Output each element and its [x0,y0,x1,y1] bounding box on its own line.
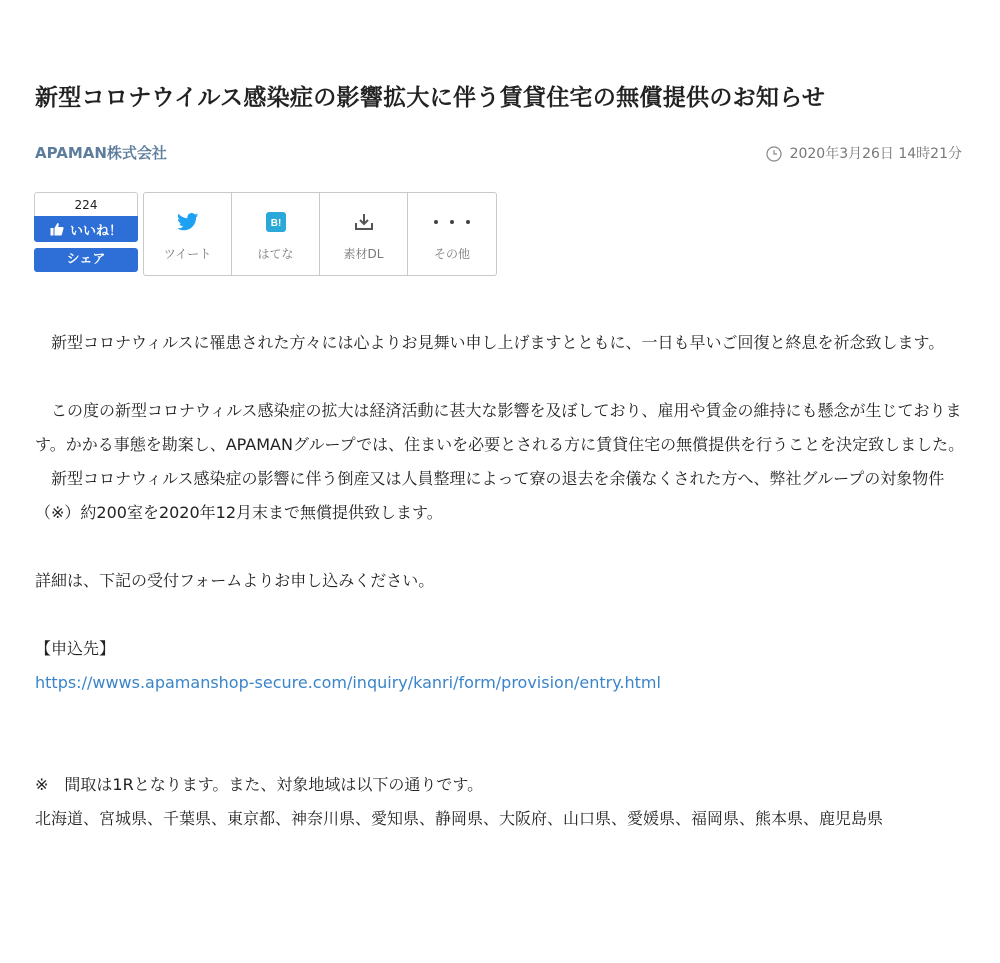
article-body [35,326,965,836]
clock-icon [766,146,782,162]
share-toolbar [143,192,497,276]
thumbs-up-icon [50,222,64,236]
more-dots-icon [432,211,472,233]
note-floorplan: ※ 間取は1Rとなります。また、対象地域は以下の通りです。 [35,775,484,794]
twitter-bird-icon [177,211,199,233]
like-label: いいね！ [69,223,122,239]
paragraph-offer: 新型コロナウィルス感染症の影響に伴う倒産又は人員整理によって寮の退去を余儀なくされた方へ、弊社グループの対象物件（※）約200室を2020年12月末まで無償提供致します。 [35,469,945,522]
svg-text:B!: B! [270,218,281,229]
tweet-label: ツイート [163,247,212,261]
company-name[interactable]: APAMAN株式会社 [35,144,167,162]
facebook-share-button[interactable]: シェア [34,248,138,272]
page-title: 新型コロナウイルス感染症の影響拡大に伴う賃貸住宅の無償提供のお知らせ [35,85,826,111]
paragraph-details: 詳細は、下記の受付フォームよりお申し込みください。 [35,571,435,590]
like-count: 224 [34,192,138,216]
more-label: その他 [433,247,470,261]
apply-heading: 【申込先】 [35,639,116,658]
facebook-widget [34,192,138,272]
like-button[interactable] [34,216,138,242]
more-button[interactable] [408,193,496,275]
download-button[interactable] [320,193,408,275]
note-regions: 北海道、宮城県、千葉県、東京都、神奈川県、愛知県、静岡県、大阪府、山口県、愛媛県、福岡県、熊本県、鹿児島県 [35,809,884,828]
tweet-button[interactable] [144,193,232,275]
hatena-button[interactable] [232,193,320,275]
paragraph-greeting: 新型コロナウィルスに罹患された方々には心よりお見舞い申し上げますとともに、一日も早いご回復と終息を祈念致します。 [35,333,945,352]
download-label: 素材DL [343,247,384,261]
download-icon [354,211,374,233]
date-text: 2020年3月26日 14時21分 [789,146,962,162]
apply-link[interactable]: https://wwws.apamanshop-secure.com/inquiry/kanri/form/provision/entry.html [35,673,661,692]
publish-date [766,142,962,166]
paragraph-decision: この度の新型コロナウィルス感染症の拡大は経済活動に甚大な影響を及ぼしており、雇用や賃金の維持にも懸念が生じております。かかる事態を勘案し、APAMANグループでは、住まいを必要とされる方に賃貸住宅の無償提供を行うことを決定致しました。 [35,401,965,454]
hatena-bookmark-icon [266,211,286,233]
hatena-label: はてな [257,247,294,261]
